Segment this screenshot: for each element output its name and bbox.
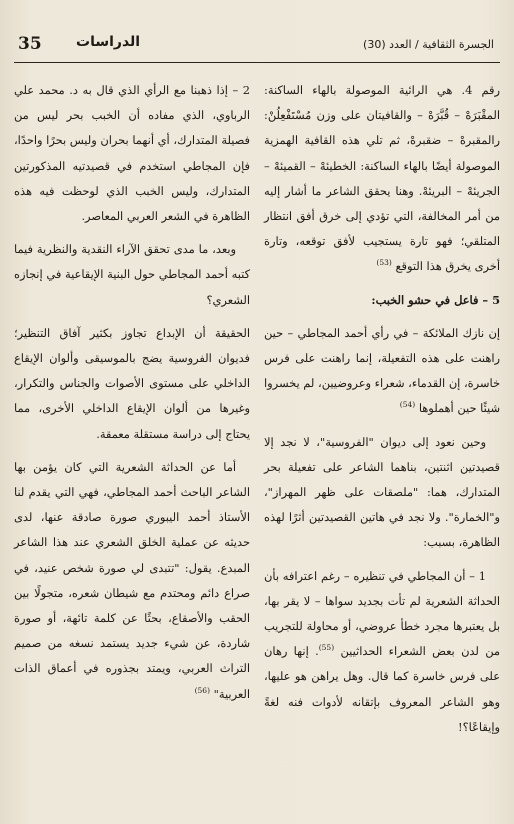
left-column bbox=[14, 78, 250, 715]
header-rule bbox=[14, 62, 500, 63]
subheading: 5 – فاعل في حشو الخبب: bbox=[371, 292, 500, 307]
footnote-ref: (55) bbox=[318, 643, 335, 653]
paragraph: 1 – أن المجاطي في تنظيره – رغم اعترافه بأن الحداثة الشعرية لم تأت بجديد سواها – لا يقر بها، بل يعتبرها مجرد خطأ عروضي، أو محاولة للتجريب من لدن بعض الشعراء الحداثيين $^{(55)}$. إنها رهان على فرس خاسرة كما قال. وهل يراهن هو عليها، وهو الشاعر المعروف بإتقانه لأدوات فنه لغةً وإيقاعًا؟! bbox=[264, 568, 500, 734]
running-head: الجسرة الثقافية / العدد (30) bbox=[363, 37, 494, 51]
paragraph: وحين نعود إلى ديوان "الفروسية"، لا نجد إلا قصيدتين اثنتين، بناهما الشاعر على تفعيلة بحر المتدارك، هما: "ملصقات على ظهر المهراز"، و"الخمارة". ولا نجد في هاتين القصيدتين أثرًا لهذه الظاهرة، بسبب: bbox=[264, 434, 500, 550]
page-header bbox=[14, 30, 500, 58]
right-column bbox=[264, 78, 500, 748]
paragraph: إن نازك الملائكة – في رأي أحمد المجاطي – حين راهنت على هذه التفعيلة، إنما راهنت على فرس خاسرة، إن القدماء، شعراء وعروضيين، لم يخسروا شيئًا حين أهملوها $^{(54)}$ bbox=[264, 325, 500, 416]
paragraph: 2 – إذا ذهبنا مع الرأي الذي قال به د. محمد علي الرباوي، الذي مفاده أن الخبب بحر ليس من فصيلة المتدارك، أي أنهما بحران وليس بحرًا واحدًا، فإن المجاطي استخدم في قصيدتيه المذكورتين المتدارك، وليس الخبب الذي لوحظت فيه هذه الظاهرة في الشعر العربي المعاصر. bbox=[14, 83, 250, 224]
footnote-ref: (54) bbox=[399, 400, 416, 410]
paragraph: أما عن الحداثة الشعرية التي كان يؤمن بها الشاعر الباحث أحمد المجاطي، فهي التي يقدم لنا الأستاذ أحمد اليبوري صورة صادقة عنها، لدى حديثه عن عملية الخلق الشعري عند هذا الشاعر المبدع. يقول: "تتبدى لي صورة شخص عنيد، في صراع دائم ومحتدم مع شيطان شعره، متجولًا بين الحقب والأصقاع، بحثًا عن كلمة تائهة، أو صورة شاردة، عن شيء جديد يستمد نسغه من صميم التراث العربي، ويمتد بجذوره في أعماق الذات العربية" $^{(56)}$ bbox=[14, 459, 250, 701]
footnote-ref: (53) bbox=[376, 258, 392, 268]
paragraph: الحقيقة أن الإبداع تجاوز بكثير آفاق التنظير؛ فديوان الفروسية يضج بالموسيقى وألوان الإيقاع الداخلي على مستوى الأصوات والجناس والتكرار، وغيرها من ألوان الإيقاع الداخلي الأخرى، مما يحتاج إلى دراسة مستقلة معمقة. bbox=[14, 325, 250, 441]
footnote-ref: (56) bbox=[194, 685, 210, 695]
section-title: الدراسات bbox=[76, 34, 141, 50]
page-number: 35 bbox=[18, 34, 42, 54]
paragraph: رقم 4. هي الرائية الموصولة بالهاء الساكنة: المقْبَرَهْ – قُبَّرَهْ – والقافيتان على وزن مُسْتَفْعِلُنْ: رالمقبرهْ – ضقبرهْ، ثم تلي هذه القافية الهمزية الموصولة أيضًا بالهاء الساكنة: الخطيئهْ – القميئهْ – الجريئهْ – البريئهْ. وهنا يحقق الشاعر ما أشار إليه من أمر المخالفة، التي تؤدي إلى خرق أفق انتظار المتلقي؛ فهو تارة يستجيب لأفق توقعه، وتارة أخرى يخرق هذا التوقع $^{(53)}$ bbox=[264, 83, 500, 274]
paragraph: وبعد، ما مدى تحقق الآراء النقدية والنظرية فيما كتبه أحمد المجاطي حول البنية الإيقاعية في إنجازه الشعري؟ bbox=[14, 242, 250, 307]
